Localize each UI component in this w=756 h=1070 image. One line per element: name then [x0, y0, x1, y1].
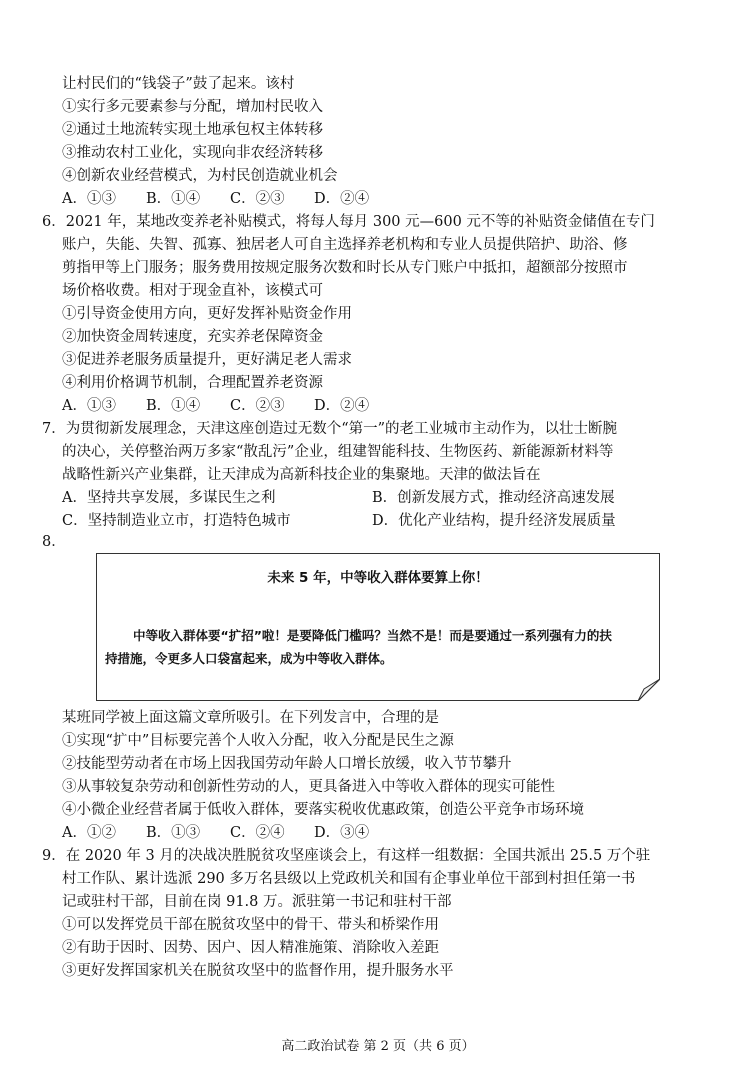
q5-option-b: B．①④	[146, 191, 201, 207]
q8-item-2: ②技能型劳动者在市场上因我国劳动年龄人口增长放缓，收入节节攀升	[62, 756, 512, 772]
q8-option-b: B．①③	[146, 825, 201, 841]
q7-stem-line-2: 的决心，关停整治两万多家“散乱污”企业，组建智能科技、生物医药、新能源新材料等	[62, 444, 614, 460]
q9-stem-line-3: 记或驻村干部，目前在岗 91.8 万。派驻第一书记和驻村干部	[62, 894, 452, 910]
q8-item-3: ③从事较复杂劳动和创新性劳动的人，更具备进入中等收入群体的现实可能性	[62, 779, 555, 795]
q8-article-title: 未来 5 年，中等收入群体要算上你！	[267, 570, 489, 586]
q6-option-a: A．①③	[62, 398, 116, 414]
q9-item-2: ②有助于因时、因势、因户、因人精准施策、消除收入差距	[62, 940, 439, 956]
page-footer: 高二政治试卷 第 2 页（共 6 页）	[281, 1039, 475, 1054]
q8-article-line-2: 持措施，令更多人口袋富起来，成为中等收入群体。	[105, 651, 393, 666]
q8-option-c: C．②④	[230, 825, 285, 841]
q8-article-line-1: 中等收入群体要“扩招”啦！是要降低门槛吗？当然不是！而是要通过一系列强有力的扶	[133, 628, 612, 643]
q7-option-d: D．优化产业结构，提升经济发展质量	[372, 513, 616, 529]
q6-item-2: ②加快资金周转速度，充实养老保障资金	[62, 329, 323, 345]
q9-item-1: ①可以发挥党员干部在脱贫攻坚中的骨干、带头和桥梁作用	[62, 917, 439, 933]
q7-stem-line-3: 战略性新兴产业集群，让天津成为高新科技企业的集聚地。天津的做法旨在	[62, 467, 541, 483]
q9-item-3: ③更好发挥国家机关在脱贫攻坚中的监督作用，提升服务水平	[62, 963, 454, 979]
q8-item-1: ①实现“扩中”目标要完善个人收入分配，收入分配是民生之源	[62, 733, 454, 749]
q6-item-4: ④利用价格调节机制，合理配置养老资源	[62, 375, 323, 391]
q5-option-d: D．②④	[314, 191, 370, 207]
q7-stem-line-1: 7．为贯彻新发展理念，天津这座创造过无数个“第一”的老工业城市主动作为，以壮士断腕	[42, 421, 618, 437]
q8-article-box	[96, 553, 660, 701]
q5-option-c: C．②③	[230, 191, 285, 207]
q8-option-d: D．③④	[314, 825, 370, 841]
q6-stem-line-2: 账户，失能、失智、孤寡、独居老人可自主选择养老机构和专业人员提供陪护、助浴、修	[62, 237, 628, 253]
q7-option-c: C．坚持制造业立市，打造特色城市	[62, 513, 291, 529]
q6-option-d: D．②④	[314, 398, 370, 414]
q5-item-3: ③推动农村工业化，实现向非农经济转移	[62, 145, 323, 161]
q7-option-a: A．坚持共享发展，多谋民生之利	[62, 490, 276, 506]
q9-stem-line-2: 村工作队、累计选派 290 多万名县级以上党政机关和国有企事业单位干部到村担任第一书	[62, 871, 636, 887]
page-curl-icon	[638, 679, 660, 701]
q5-item-1: ①实行多元要素参与分配，增加村民收入	[62, 99, 323, 115]
q8-option-a: A．①②	[62, 825, 116, 841]
q6-stem-line-3: 剪指甲等上门服务；服务费用按规定服务次数和时长从专门账户中抵扣，超额部分按照市	[62, 260, 628, 276]
q8-number: 8．	[42, 534, 66, 550]
q6-stem-line-4: 场价格收费。相对于现金直补，该模式可	[62, 283, 323, 299]
q6-item-1: ①引导资金使用方向，更好发挥补贴资金作用	[62, 306, 352, 322]
q5-stem-tail: 让村民们的“钱袋子”鼓了起来。该村	[62, 76, 295, 92]
q5-option-a: A．①③	[62, 191, 116, 207]
q6-option-c: C．②③	[230, 398, 285, 414]
q6-stem-line-1: 6．2021 年，某地改变养老补贴模式，将每人每月 300 元—600 元不等的补贴资金储值在专门	[42, 214, 655, 230]
q5-item-2: ②通过土地流转实现土地承包权主体转移	[62, 122, 323, 138]
q8-item-4: ④小微企业经营者属于低收入群体，要落实税收优惠政策，创造公平竞争市场环境	[62, 802, 584, 818]
q9-stem-line-1: 9．在 2020 年 3 月的决战决胜脱贫攻坚座谈会上，有这样一组数据：全国共派出 25.5 万个驻	[42, 848, 651, 864]
q7-option-b: B．创新发展方式，推动经济高速发展	[372, 490, 615, 506]
q8-stem: 某班同学被上面这篇文章所吸引。在下列发言中，合理的是	[62, 710, 439, 726]
q6-item-3: ③促进养老服务质量提升，更好满足老人需求	[62, 352, 352, 368]
q5-item-4: ④创新农业经营模式，为村民创造就业机会	[62, 168, 338, 184]
q6-option-b: B．①④	[146, 398, 201, 414]
